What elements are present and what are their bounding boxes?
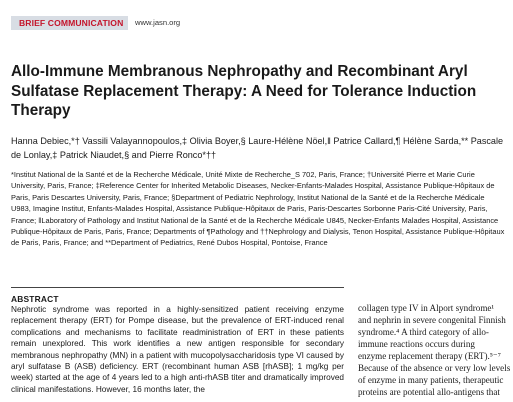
abstract-divider (11, 287, 344, 288)
text-line: and nephrin in severe congenital Finnish (358, 315, 506, 325)
author-list: Hanna Debiec,*† Vassili Valayannopoulos,‡ Olivia Boyer,§ Laure-Hélène Nöel,‖ Patrice Callard,¶ Hélène Sarda,** Pascale de Lonlay,‡ Patrick Niaudet,§ and Pierre Ronco*†† (11, 136, 504, 160)
text-line: of enzyme in many patients, therapeutic (358, 375, 504, 385)
journal-url[interactable]: www.jasn.org (135, 18, 181, 27)
article-title: Allo-Immune Membranous Nephropathy and Recombinant Aryl Sulfatase Replacement Therapy: A Need for Tolerance Induction Therapy (11, 63, 477, 119)
text-line: collagen type IV in Alport syndrome¹ (358, 303, 495, 313)
abstract-heading: ABSTRACT (11, 294, 59, 304)
text-line: immune reactions occurs during (358, 339, 475, 349)
affiliations: *Institut National de la Santé et de la Recherche Médicale, Unité Mixte de Recherche_S 702, Paris, France; †Université Pierre et Marie Curie University, Paris, France; ‡Reference Center for Inherited Metabolic Diseases, Necker-Enfants-Malades Hospital, Assistance Publique-Hôpitaux de Paris, Paris Descartes University, Paris, France; §Department of Pediatric Nephrology, Institut National de la Santé et de la Recherche Médicale U983, Imagine Institut, Enfants-Malades Hospital, Assistance Publique-Hôpitaux de Paris, Paris-Descartes Sorbonne Paris-Cité University, Paris, France; ‖Laboratory of Pathology and Institut National de la Santé et de la Recherche Médicale U845, Necker-Enfants Malades Hospital, Assistance Publique-Hôpitaux de Paris, Paris, France; Departments of ¶Pathology and ††Nephrology and Dialysis, Tenon Hospital, Assistance Publique-Hôpitaux de Paris, Paris, France; and **Department of Pediatrics, René Dubos Hospital, Pontoise, France (11, 170, 505, 248)
main-text-column (358, 302, 513, 398)
section-badge: BRIEF COMMUNICATION (11, 16, 128, 30)
text-line: Because of the absence or very low levels (358, 363, 511, 373)
text-line: enzyme replacement therapy (ERT).⁵⁻⁷ (358, 351, 501, 361)
text-line: syndrome.⁴ A third category of allo- (358, 327, 489, 337)
abstract-body: Nephrotic syndrome was reported in a highly-sensitized patient receiving enzyme replacement therapy (ERT) for Pompe disease, but the prevalence of ERT-induced renal complications and mechanisms to facilitate readministration of ERT in these patients remain unexplored. This work identifies a new antigen responsible for secondary membranous nephropathy (MN) in a patient with mucopolysaccharidosis type VI caused by aryl sulfatase B (ASB) deficiency. ERT (recombinant human ASB [rhASB]; 1 mg/kg per week) started at the age of 4 years led to a high anti-rhASB titer and dramatically improved clinical manifestations. However, 16 months later, the (11, 305, 344, 394)
text-line: proteins are potential allo-antigens that (358, 387, 500, 397)
